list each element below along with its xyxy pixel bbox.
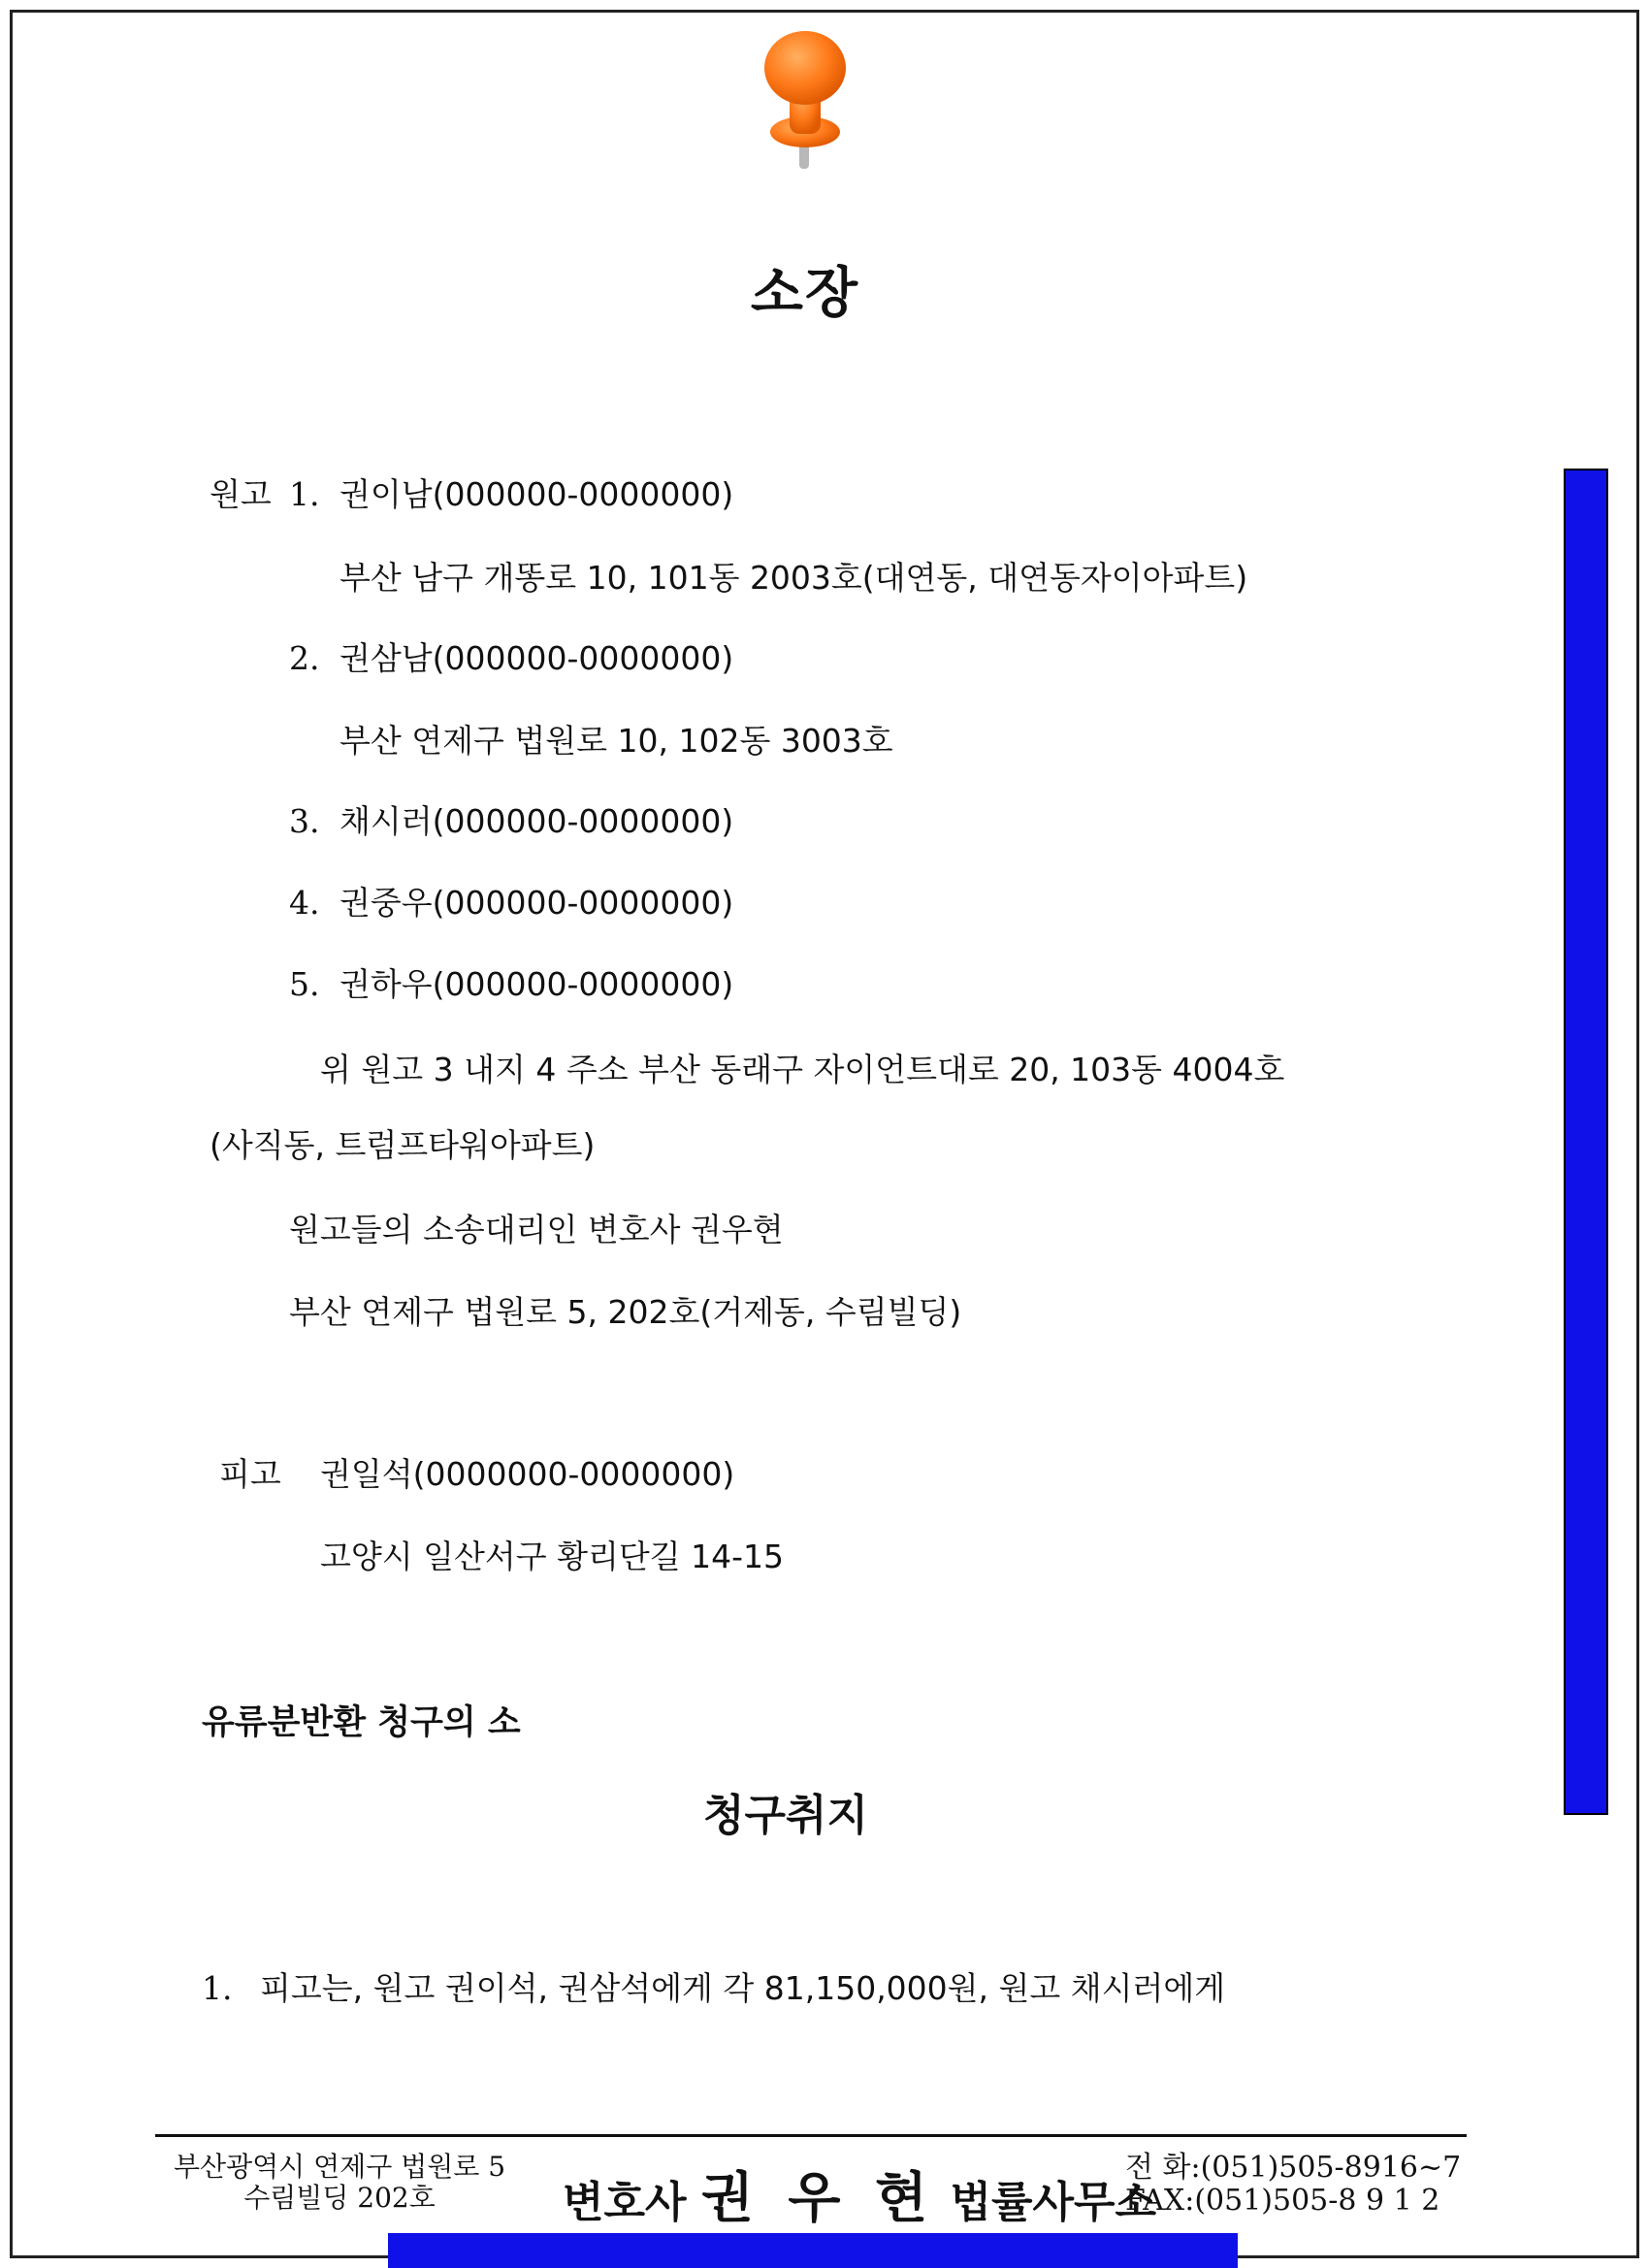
footer-phone: 전 화:(051)505-8916~7 <box>1125 2151 1462 2185</box>
plaintiff-4-name: 권중우(000000-0000000) <box>340 884 734 922</box>
pushpin-icon <box>747 27 863 173</box>
firm-lawyer-name: 권 우 현 <box>700 2167 936 2230</box>
case-title: 유류분반환 청구의 소 <box>202 1703 521 1742</box>
plaintiff-3-num: 3. <box>289 802 320 840</box>
plaintiff-3-name: 채시러(000000-0000000) <box>340 802 734 840</box>
plaintiff-label: 원고 <box>210 475 272 513</box>
plaintiff-1-address: 부산 남구 개똥로 10, 101동 2003호(대연동, 대연동자이아파트) <box>340 559 1248 597</box>
firm-suffix: 법률사무소 <box>950 2178 1156 2227</box>
agent-address: 부산 연제구 법원로 5, 202호(거제동, 수림빌딩) <box>289 1293 962 1331</box>
footer-address-line1: 부산광역시 연제구 법원로 5 <box>173 2151 506 2183</box>
defendant-address: 고양시 일산서구 황리단길 14-15 <box>320 1538 785 1575</box>
firm-name-block <box>563 2155 1156 2233</box>
document-title: 소장 <box>750 262 860 325</box>
plaintiff-1-num: 1. <box>289 475 320 513</box>
plaintiff-5-name: 권하우(000000-0000000) <box>340 965 734 1003</box>
shared-address-line2: (사직동, 트럼프타워아파트) <box>210 1126 596 1164</box>
claim-heading: 청구취지 <box>702 1791 868 1840</box>
firm-prefix: 변호사 <box>563 2178 687 2227</box>
footer-divider <box>155 2134 1467 2137</box>
defendant-name: 권일석(0000000-0000000) <box>320 1455 735 1493</box>
side-accent-bar <box>1564 469 1608 1815</box>
footer-address-line2: 수림빌딩 202호 <box>243 2182 436 2214</box>
plaintiff-5-num: 5. <box>289 965 320 1003</box>
bottom-accent-bar <box>388 2233 1238 2268</box>
plaintiff-2-num: 2. <box>289 639 320 677</box>
plaintiff-1-name: 권이남(000000-0000000) <box>340 475 734 513</box>
claim-1-text: 피고는, 원고 권이석, 권삼석에게 각 81,150,000원, 원고 채시러에게 <box>260 1969 1226 2007</box>
claim-1-num: 1. <box>202 1969 233 2007</box>
plaintiff-2-address: 부산 연제구 법원로 10, 102동 3003호 <box>340 722 893 760</box>
plaintiff-4-num: 4. <box>289 884 320 922</box>
footer-fax: FAX:(051)505-8 9 1 2 <box>1125 2184 1440 2218</box>
shared-address-line1: 위 원고 3 내지 4 주소 부산 동래구 자이언트대로 20, 103동 4004호 <box>320 1051 1285 1088</box>
defendant-label: 피고 <box>219 1455 281 1493</box>
plaintiff-2-name: 권삼남(000000-0000000) <box>340 639 734 677</box>
footer-address <box>155 2152 524 2214</box>
agent-line: 원고들의 소송대리인 변호사 권우현 <box>289 1211 784 1248</box>
footer-contact <box>1125 2152 1461 2218</box>
